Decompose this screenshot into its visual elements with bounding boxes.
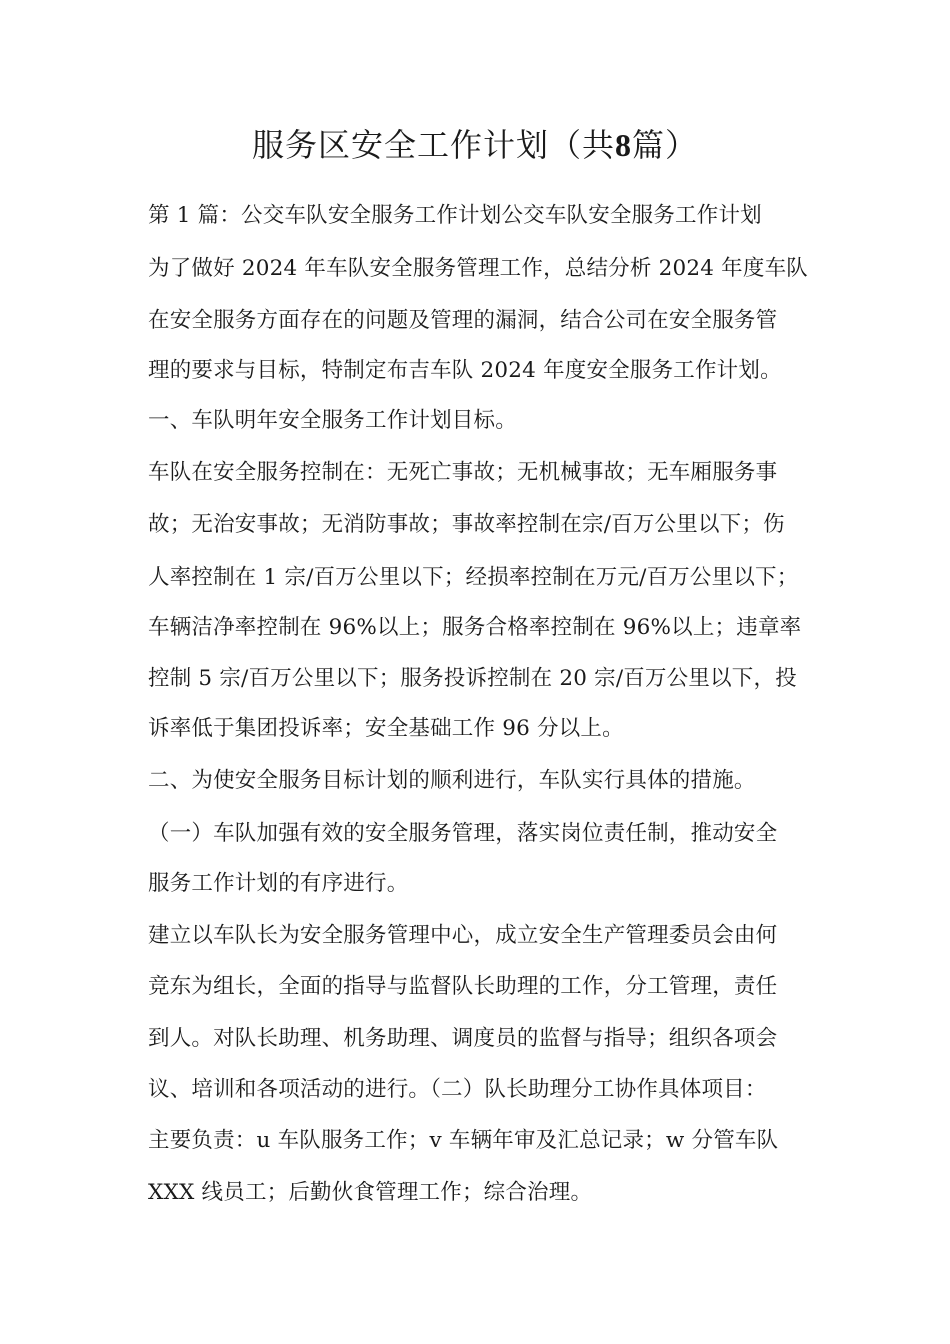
body-line: 竞东为组长，全面的指导与监督队长助理的工作，分工管理，责任 xyxy=(148,974,778,999)
body-line: 控制 5 宗/百万公里以下；服务投诉控制在 20 宗/百万公里以下，投 xyxy=(148,666,797,691)
document-title xyxy=(0,122,950,168)
title-number: 8 xyxy=(615,127,632,163)
section-heading: 二、为使安全服务目标计划的顺利进行，车队实行具体的措施。 xyxy=(148,768,756,793)
body-line: 为了做好 2024 年车队安全服务管理工作，总结分析 2024 年度车队 xyxy=(148,256,808,281)
body-line: 车队在安全服务控制在：无死亡事故；无机械事故；无车厢服务事 xyxy=(148,460,778,485)
subsection-heading: （一）车队加强有效的安全服务管理，落实岗位责任制，推动安全 xyxy=(148,821,778,846)
section-heading: 一、车队明年安全服务工作计划目标。 xyxy=(148,408,517,433)
body-line: 到人。对队长助理、机务助理、调度员的监督与指导；组织各项会 xyxy=(148,1026,778,1051)
body-line: 主要负责：u 车队服务工作；v 车辆年审及汇总记录；w 分管车队 xyxy=(148,1128,779,1153)
body-line: 议、培训和各项活动的进行。（二）队长助理分工协作具体项目： xyxy=(148,1077,767,1102)
body-line: 在安全服务方面存在的问题及管理的漏洞，结合公司在安全服务管 xyxy=(148,308,778,333)
body-line: 人率控制在 1 宗/百万公里以下；经损率控制在万元/百万公里以下； xyxy=(148,565,799,590)
title-text-after: 篇） xyxy=(632,126,699,164)
title-text-before: 服务区安全工作计划（共 xyxy=(251,126,615,164)
body-line: 理的要求与目标，特制定布吉车队 2024 年度安全服务工作计划。 xyxy=(148,358,782,383)
body-line: 服务工作计划的有序进行。 xyxy=(148,871,409,896)
body-line: 车辆洁净率控制在 96%以上；服务合格率控制在 96%以上；违章率 xyxy=(148,615,802,640)
body-line: XXX 线员工；后勤伙食管理工作；综合治理。 xyxy=(148,1180,593,1205)
body-line: 故；无治安事故；无消防事故；事故率控制在宗/百万公里以下；伤 xyxy=(148,512,785,537)
body-line: 诉率低于集团投诉率；安全基础工作 96 分以上。 xyxy=(148,716,624,741)
body-line: 第 1 篇：公交车队安全服务工作计划公交车队安全服务工作计划 xyxy=(148,203,762,228)
body-line: 建立以车队长为安全服务管理中心，成立安全生产管理委员会由何 xyxy=(148,923,778,948)
